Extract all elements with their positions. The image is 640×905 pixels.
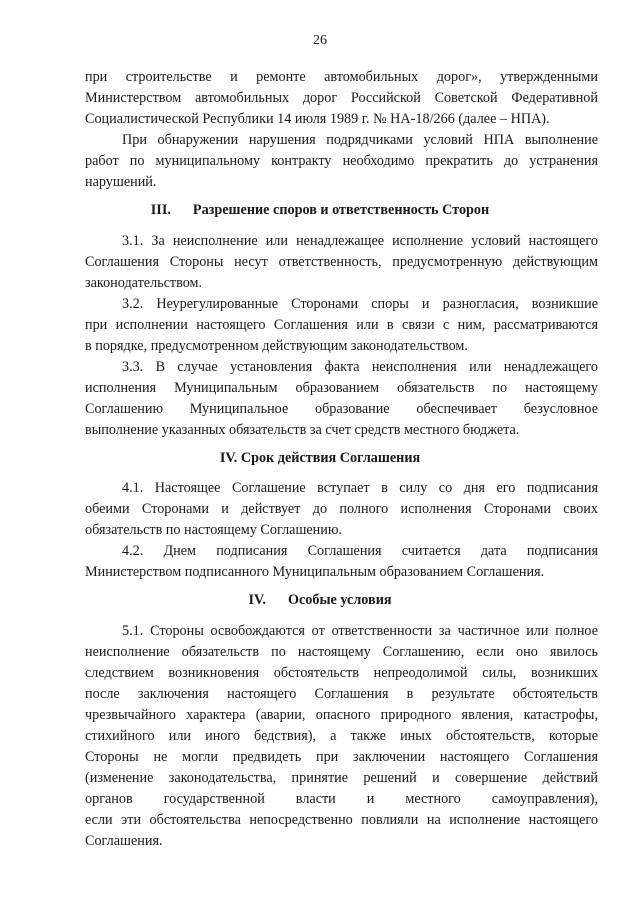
paragraph-line: 3.2. Неурегулированные Сторонами споры и разногласия, возникшие bbox=[122, 296, 598, 312]
section-heading-disputes bbox=[0, 201, 640, 219]
paragraph-line: стихийного или иного бедствия), а также иных обстоятельств, которые bbox=[85, 728, 598, 744]
paragraph-line: Соглашения. bbox=[85, 833, 163, 849]
section-title: Особые условия bbox=[287, 592, 392, 608]
page-number: 26 bbox=[313, 33, 327, 48]
paragraph-line: 3.3. В случае установления факта неисполнения или ненадлежащего bbox=[122, 359, 598, 375]
paragraph-line: исполнения Муниципальным образованием обязательств по настоящему bbox=[85, 380, 598, 396]
paragraph-line: законодательством. bbox=[85, 275, 203, 291]
paragraph-line: Соглашению Муниципальное образование обеспечивает безусловное bbox=[85, 401, 598, 417]
paragraph-line: При обнаружении нарушения подрядчиками условий НПА выполнение bbox=[122, 132, 598, 148]
paragraph-line: следствием возникновения обстоятельств непреодолимой силы, возникших bbox=[85, 665, 598, 681]
paragraph-line: при исполнении настоящего Соглашения или в связи с ним, рассматриваются bbox=[85, 317, 598, 333]
paragraph-line: Стороны не могли предвидеть при заключении настоящего Соглашения bbox=[85, 749, 598, 765]
paragraph-line: Министерством подписанного Муниципальным образованием Соглашения. bbox=[85, 564, 545, 580]
paragraph-line: обеими Сторонами и действует до полного исполнения Сторонами своих bbox=[85, 501, 598, 517]
paragraph-line: (изменение законодательства, принятие решений и совершение действий bbox=[85, 770, 598, 786]
paragraph-line: 4.2. Днем подписания Соглашения считается дата подписания bbox=[122, 543, 598, 559]
intro-line: при строительстве и ремонте автомобильных дорог», утвержденными bbox=[85, 69, 598, 85]
paragraph-line: неисполнение обязательств по настоящему Соглашению, если оно явилось bbox=[85, 644, 598, 660]
paragraph-line: 3.1. За неисполнение или ненадлежащее исполнение условий настоящего bbox=[122, 233, 598, 249]
paragraph-line: Соглашения Стороны несут ответственность, предусмотренную действующим bbox=[85, 254, 598, 270]
paragraph-line: в порядке, предусмотренном действующим законодательством. bbox=[85, 338, 468, 354]
section-heading-special-conditions bbox=[0, 591, 640, 609]
paragraph-line: после заключения настоящего Соглашения в результате обстоятельств bbox=[85, 686, 598, 702]
intro-line: Социалистической Республики 14 июля 1989 г. № НА-18/266 (далее – НПА). bbox=[85, 111, 550, 127]
paragraph-line: 5.1. Стороны освобождаются от ответственности за частичное или полное bbox=[122, 623, 598, 639]
section-title: Разрешение споров и ответственность Сторон bbox=[192, 202, 490, 218]
paragraph-line: выполнение указанных обязательств за счет средств местного бюджета. bbox=[85, 422, 520, 438]
paragraph-line: нарушений. bbox=[85, 174, 157, 190]
paragraph-line: 4.1. Настоящее Соглашение вступает в силу со дня его подписания bbox=[122, 480, 598, 496]
paragraph-line: органов государственной власти и местного самоуправления), bbox=[85, 791, 598, 807]
intro-line: Министерством автомобильных дорог Российской Советской Федеративной bbox=[85, 90, 598, 106]
section-number: III. bbox=[150, 202, 171, 218]
section-heading-term: IV. Срок действия Соглашения bbox=[219, 450, 421, 466]
paragraph-line: обязательств по настоящему Соглашению. bbox=[85, 522, 343, 538]
paragraph-line: чрезвычайного характера (аварии, опасного природного явления, катастрофы, bbox=[85, 707, 598, 723]
paragraph-line: работ по муниципальному контракту необходимо прекратить до устранения bbox=[85, 153, 598, 169]
section-number: IV. bbox=[248, 592, 266, 608]
paragraph-line: если эти обстоятельства непосредственно повлияли на исполнение настоящего bbox=[85, 812, 598, 828]
